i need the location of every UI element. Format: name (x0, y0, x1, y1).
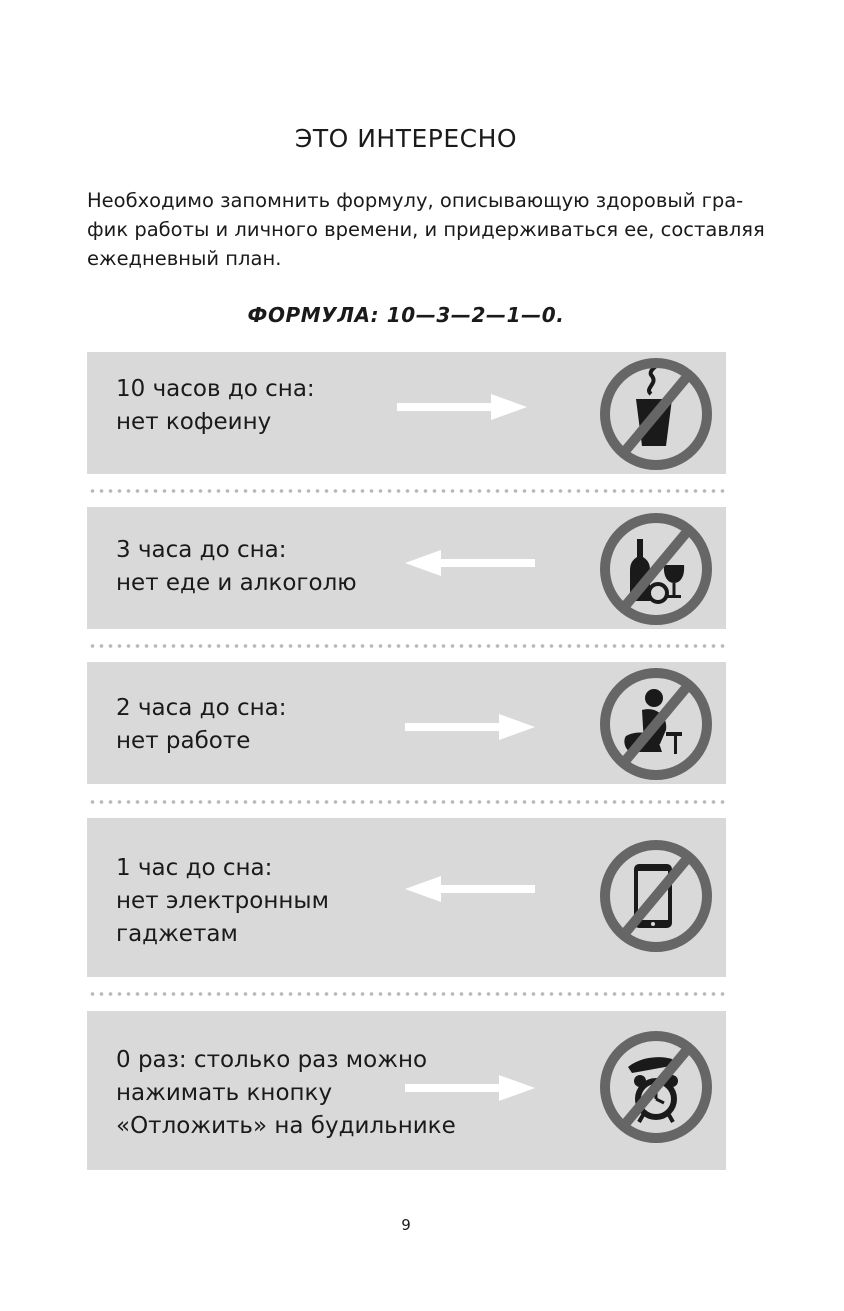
ban-sign (596, 836, 716, 956)
rule-box-gadgets (87, 818, 726, 977)
ban-sign (596, 354, 716, 474)
dotted-divider (88, 643, 726, 649)
rule-line: 3 часа до сна: (116, 537, 287, 563)
rule-box-food-alcohol (87, 507, 726, 629)
page-heading: ЭТО ИНТЕРЕСНО (294, 124, 518, 153)
rule-line: нет еде и алкоголю (116, 570, 357, 596)
rule-text (116, 534, 357, 600)
arrow-right-icon (405, 712, 537, 742)
rule-box-caffeine (87, 352, 726, 474)
rule-line: 0 раз: столько раз можно (116, 1047, 428, 1073)
rule-line: «Отложить» на будильнике (116, 1113, 456, 1139)
rule-text (116, 692, 287, 758)
arrow-right-icon (397, 392, 529, 422)
rule-text (116, 852, 329, 951)
rule-text (116, 373, 315, 439)
rule-line: 2 часа до сна: (116, 695, 287, 721)
dotted-divider (88, 991, 726, 997)
intro-line: Необходимо запомнить формулу, описывающую здоровый гра- (87, 189, 744, 212)
dotted-divider (88, 799, 726, 805)
rule-box-snooze (87, 1011, 726, 1170)
arrow-left-icon (403, 874, 535, 904)
rule-line: 10 часов до сна: (116, 376, 315, 402)
page-number: 9 (401, 1216, 411, 1234)
intro-line: фик работы и личного времени, и придерживаться ее, составляя (87, 218, 765, 241)
rule-line: нажимать кнопку (116, 1080, 333, 1106)
intro-line: ежедневный план. (87, 247, 282, 270)
intro-paragraph (87, 186, 765, 273)
rule-line: нет электронным (116, 888, 329, 914)
ban-sign (596, 664, 716, 784)
ban-sign (596, 509, 716, 629)
ban-sign (596, 1027, 716, 1147)
formula-title: ФОРМУЛА: 10—3—2—1—0. (247, 303, 565, 327)
rule-line: гаджетам (116, 921, 238, 947)
rule-line: нет работе (116, 728, 251, 754)
dotted-divider (88, 488, 726, 494)
rule-line: нет кофеину (116, 409, 272, 435)
arrow-left-icon (403, 548, 535, 578)
rule-box-work (87, 662, 726, 784)
rule-line: 1 час до сна: (116, 855, 273, 881)
arrow-right-icon (405, 1073, 537, 1103)
